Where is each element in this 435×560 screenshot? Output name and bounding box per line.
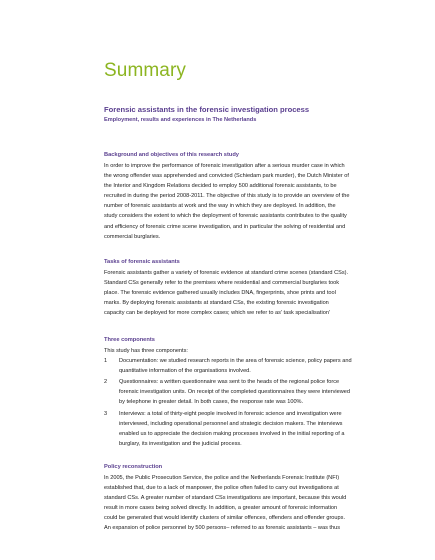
- tasks-paragraph: [104, 268, 404, 318]
- list-number: 3: [104, 411, 108, 417]
- list-line: quantitative information of the organisations involved.: [119, 368, 251, 375]
- list-line: enabled us to appreciate the decision making processes involved in the initial reporting of a: [119, 431, 345, 438]
- paragraph-line: marks. By deploying forensic assistants at standard CSs, the existing forensic investigation: [104, 300, 329, 307]
- paragraph-line: place. The forensic evidence gathered usually includes DNA, fingerprints, shoe prints and tool: [104, 290, 336, 297]
- paragraph-line: Standard CSs generally refer to the premises where residential and commercial burglaries took: [104, 280, 340, 287]
- paragraph-line: capacity can be deployed for more complex cases; which we refer to as' task specialisation': [104, 310, 330, 317]
- background-heading: Background and objectives of this research study: [104, 152, 239, 158]
- paragraph-line: the wrong offender was apprehended and convicted (Schiedam park murder), the Dutch Minister of: [104, 173, 349, 180]
- list-number: 2: [104, 379, 108, 385]
- paragraph-line: recruited in during the period 2008-2011. The objective of this study is to provide an overview of the: [104, 193, 350, 200]
- components-heading: Three components: [104, 337, 155, 343]
- list-line: Questionnaires: a written questionnaire was sent to the heads of the regional police force: [119, 379, 340, 385]
- paragraph-line: established that, due to a lack of manpower, the police often failed to carry out investigations at: [104, 485, 339, 492]
- list-line: forensic investigation units. On receipt of the completed questionnaires they were interviewed: [119, 389, 351, 396]
- paragraph-line: result in more cases being solved directly. In addition, a greater amount of forensic information: [104, 505, 338, 512]
- paragraph-line: study considers the extent to which the deployment of forensic assistants contributes to the quality: [104, 213, 347, 220]
- paragraph-line: and efficiency of forensic crime scene investigation, and in particular the solving of residential and: [104, 223, 346, 230]
- list-line: Interviews: a total of thirty-eight people involved in forensic science and investigation were: [119, 411, 342, 417]
- paragraph-line: In 2005, the Public Prosecution Service, the police and the Netherlands Forensic Institute (NFI): [104, 475, 340, 481]
- list-line: interviewed, including operational personnel and strategic decision makers. The interviews: [119, 421, 343, 428]
- background-paragraph: [104, 161, 404, 242]
- paragraph-line: standard CSs. A greater number of standard CSs investigations are important, because this would: [104, 495, 347, 502]
- paragraph-line: Forensic assistants gather a variety of forensic evidence at standard crime scenes (standard CSs).: [104, 270, 349, 276]
- paragraph-line: commercial burglaries.: [104, 233, 161, 240]
- paragraph-line: number of forensic assistants at work and the way in which they are deployed. In addition, the: [104, 203, 336, 210]
- summary-title: Summary: [104, 60, 186, 81]
- document-title: Forensic assistants in the forensic investigation process: [104, 105, 310, 114]
- paragraph-line: An expansion of police personnel by 500 persons– referred to as forensic assistants – was thus: [104, 525, 341, 532]
- paragraph-line: the Interior and Kingdom Relations decided to employ 500 additional forensic assistants, to be: [104, 183, 337, 190]
- paragraph-line: In order to improve the performance of forensic investigation after a serious murder case in which: [104, 163, 345, 169]
- tasks-heading: Tasks of forensic assistants: [104, 259, 180, 265]
- paragraph-line: This study has three components:: [104, 348, 188, 354]
- paragraph-line: could be generated that would identify clusters of similar offences, offenders and offender groups.: [104, 515, 345, 522]
- list-number: 1: [104, 358, 108, 364]
- document-subtitle: Employment, results and experiences in The Netherlands: [104, 117, 257, 123]
- components-intro: [104, 346, 404, 356]
- policy-heading: Policy reconstruction: [104, 464, 163, 470]
- list-line: by telephone in greater detail. In both cases, the response rate was 100%.: [119, 399, 304, 406]
- list-line: burglary, its investigation and the judicial process.: [119, 441, 242, 448]
- policy-paragraph: [104, 473, 404, 534]
- list-line: Documentation: we studied research reports in the area of forensic science, policy papers and: [119, 358, 352, 364]
